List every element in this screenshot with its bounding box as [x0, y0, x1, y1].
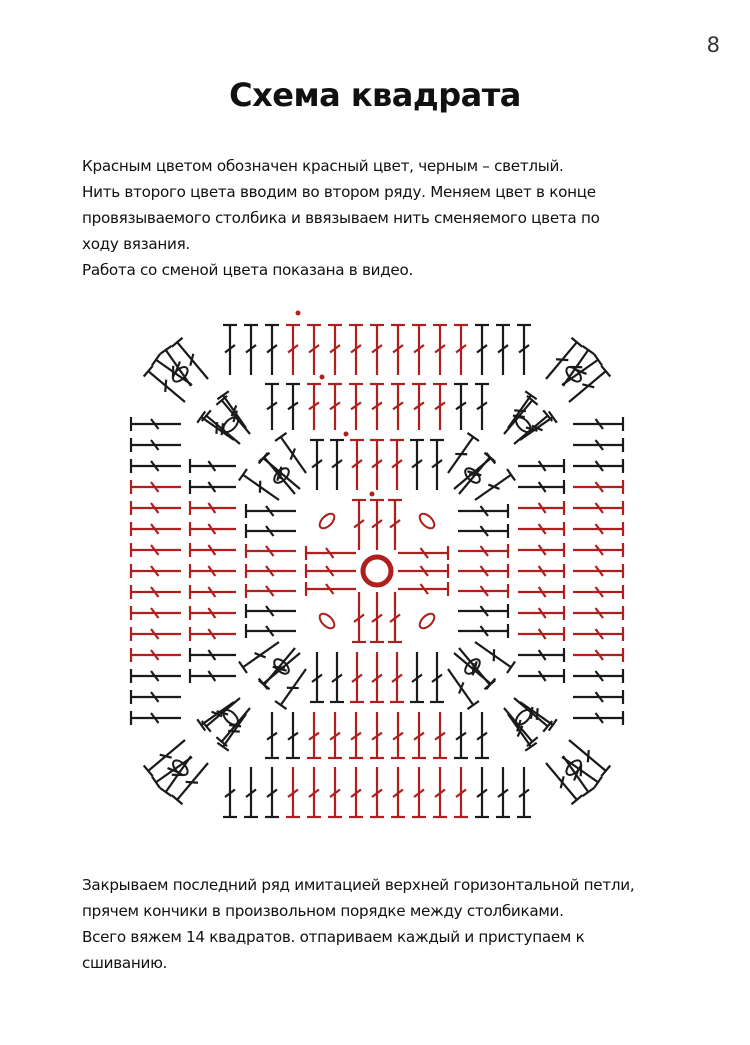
stitch-symbol [518, 648, 564, 662]
stitch-symbol [573, 543, 623, 557]
stitch-symbol [131, 480, 181, 494]
stitch-symbol [573, 669, 623, 683]
stitch-symbol [350, 440, 364, 490]
stitch-symbol [454, 325, 468, 375]
stitch-symbol [131, 522, 181, 536]
stitch-symbol [259, 648, 305, 690]
outro-line: сшиванию. [82, 954, 168, 972]
stitch-symbol [246, 504, 296, 518]
stitch-symbol [246, 604, 296, 618]
chain-stitch [417, 511, 437, 531]
stitch-symbol [391, 712, 405, 758]
stitch-symbol [131, 669, 181, 683]
stitch-symbol [286, 712, 300, 758]
stitch-symbol [518, 543, 564, 557]
stitch-symbol [259, 453, 305, 495]
stitch-symbol [518, 459, 564, 473]
stitch-symbol [131, 501, 181, 515]
stitch-symbol [458, 604, 508, 618]
stitch-symbol [330, 440, 344, 490]
stitch-symbol [190, 501, 236, 515]
stitch-symbol [370, 440, 384, 490]
stitch-symbol [518, 522, 564, 536]
chain-stitch [221, 415, 241, 435]
stitch-symbol [573, 564, 623, 578]
outro-text [82, 872, 634, 976]
stitch-symbol [412, 712, 426, 758]
stitch-symbol [458, 624, 508, 638]
stitch-symbol [370, 652, 384, 702]
stitch-symbol [246, 564, 296, 578]
stitch-symbol [475, 767, 489, 817]
stitch-symbol [518, 627, 564, 641]
stitch-symbol [286, 384, 300, 430]
stitch-symbol [244, 325, 258, 375]
stitch-symbol [349, 712, 363, 758]
outro-line: Всего вяжем 14 квадратов. отпариваем каждый и приступаем к [82, 928, 585, 946]
stitch-symbol [307, 712, 321, 758]
stitch-symbol [349, 767, 363, 817]
stitch-symbol [246, 544, 296, 558]
stitch-symbol [172, 759, 214, 805]
stitch-symbol [458, 504, 508, 518]
stitch-symbol [244, 767, 258, 817]
stitch-symbol [131, 417, 181, 431]
stitch-symbol [306, 564, 356, 578]
chain-stitch [513, 415, 533, 435]
stitch-symbol [458, 564, 508, 578]
stitch-symbol [131, 585, 181, 599]
stitch-symbol [190, 564, 236, 578]
stitch-symbol [516, 696, 557, 730]
stitch-symbol [131, 690, 181, 704]
stitch-symbol [565, 366, 611, 408]
intro-line: Красным цветом обозначен красный цвет, черным – светлый. [82, 157, 564, 175]
stitch-symbol [475, 384, 489, 430]
stitch-symbol [458, 584, 508, 598]
stitch-symbol [475, 325, 489, 375]
stitch-symbol [388, 592, 402, 642]
stitch-symbol [390, 440, 404, 490]
stitch-symbol [286, 325, 300, 375]
stitch-symbol [246, 584, 296, 598]
stitch-symbol [518, 564, 564, 578]
stitch-symbol [475, 712, 489, 758]
stitch-symbol [412, 767, 426, 817]
stitch-symbol [190, 522, 236, 536]
start-dot [344, 432, 349, 437]
stitch-symbol [352, 592, 366, 642]
stitch-symbol [328, 767, 342, 817]
stitch-symbol [517, 767, 531, 817]
stitch-symbol [433, 712, 447, 758]
stitch-symbol [144, 366, 190, 408]
stitch-symbol [306, 582, 356, 596]
stitch-symbol [131, 438, 181, 452]
stitch-symbol [573, 627, 623, 641]
stitch-symbol [410, 652, 424, 702]
stitch-symbol [265, 712, 279, 758]
stitch-symbol [454, 712, 468, 758]
stitch-symbol [307, 325, 321, 375]
stitch-symbol [398, 582, 448, 596]
stitch-symbol [131, 627, 181, 641]
stitch-symbol [190, 480, 236, 494]
start-dot [370, 492, 375, 497]
stitch-symbol [131, 606, 181, 620]
stitch-symbol [390, 652, 404, 702]
stitch-symbol [217, 710, 251, 751]
intro-line: ходу вязания. [82, 235, 190, 253]
stitch-symbol [190, 627, 236, 641]
stitch-symbol [496, 767, 510, 817]
page-number: 8 [706, 33, 720, 57]
stitch-symbol [265, 325, 279, 375]
stitch-symbol [433, 767, 447, 817]
chain-stitch [317, 511, 337, 531]
stitch-symbol [410, 440, 424, 490]
stitch-symbol [454, 767, 468, 817]
stitch-symbol [573, 585, 623, 599]
stitch-symbol [573, 501, 623, 515]
stitch-symbol [352, 500, 366, 550]
stitch-symbol [541, 759, 583, 805]
stitch-symbol [307, 384, 321, 430]
stitch-symbol [197, 411, 238, 445]
stitch-symbol [370, 767, 384, 817]
stitch-symbol [223, 325, 237, 375]
stitch-symbol [496, 325, 510, 375]
stitch-symbol [398, 564, 448, 578]
stitch-symbol [573, 606, 623, 620]
stitch-symbol [518, 606, 564, 620]
stitch-symbol [458, 544, 508, 558]
stitch-symbol [131, 459, 181, 473]
stitch-symbol [430, 652, 444, 702]
stitch-symbol [573, 417, 623, 431]
stitch-symbol [388, 500, 402, 550]
stitch-symbol [573, 480, 623, 494]
stitch-symbol [458, 524, 508, 538]
stitch-symbol [223, 767, 237, 817]
stitch-symbol [306, 546, 356, 560]
stitch-symbol [573, 711, 623, 725]
stitch-symbol [454, 644, 496, 690]
stitch-symbol [190, 459, 236, 473]
stitch-symbol [518, 585, 564, 599]
stitch-symbol [370, 325, 384, 375]
stitch-symbol [391, 325, 405, 375]
stitch-symbol [370, 592, 384, 642]
stitch-symbol [433, 384, 447, 430]
stitch-symbol [412, 384, 426, 430]
stitch-symbol [265, 384, 279, 430]
stitch-symbol [265, 767, 279, 817]
stitch-symbol [398, 546, 448, 560]
stitch-symbol [573, 522, 623, 536]
stitch-symbol [565, 735, 611, 777]
stitch-symbol [131, 543, 181, 557]
stitch-symbol [454, 384, 468, 430]
stitch-symbol [433, 325, 447, 375]
outro-line: Закрываем последний ряд имитацией верхней горизонтальной петли, [82, 876, 635, 894]
stitch-symbol [328, 325, 342, 375]
stitch-symbol [190, 585, 236, 599]
stitch-symbol [310, 652, 324, 702]
start-dot [320, 375, 325, 380]
stitch-symbol [541, 338, 583, 384]
stitch-symbol [430, 440, 444, 490]
stitch-symbol [573, 648, 623, 662]
stitch-symbol [190, 606, 236, 620]
start-dot [296, 311, 301, 316]
stitch-symbol [573, 690, 623, 704]
stitch-symbol [349, 384, 363, 430]
stitch-symbol [131, 711, 181, 725]
stitch-symbol [349, 325, 363, 375]
stitch-symbol [518, 669, 564, 683]
stitch-symbol [573, 459, 623, 473]
stitch-symbol [131, 648, 181, 662]
stitch-symbol [391, 767, 405, 817]
stitch-symbol [246, 624, 296, 638]
page-title: Схема квадрата [229, 76, 521, 114]
outro-line: прячем кончики в произвольном порядке между столбиками. [82, 902, 564, 920]
stitch-symbol [573, 438, 623, 452]
stitch-symbol [307, 767, 321, 817]
intro-line: Нить второго цвета вводим во втором ряду. Меняем цвет в конце [82, 183, 596, 201]
chain-stitch [513, 707, 533, 727]
chain-stitch [417, 611, 437, 631]
stitch-symbol [502, 391, 536, 432]
stitch-symbol [518, 480, 564, 494]
stitch-symbol [412, 325, 426, 375]
intro-line: Работа со сменой цвета показана в видео. [82, 261, 413, 279]
stitch-symbol [144, 735, 190, 777]
intro-line: провязываемого столбика и ввязываем нить сменяемого цвета по [82, 209, 600, 227]
stitch-symbol [370, 712, 384, 758]
stitch-symbol [330, 652, 344, 702]
stitch-symbol [131, 564, 181, 578]
stitch-symbol [370, 384, 384, 430]
stitch-symbol [518, 501, 564, 515]
chain-stitch [317, 611, 337, 631]
stitch-symbol [370, 500, 384, 550]
chain-stitch [221, 707, 241, 727]
stitch-symbol [190, 648, 236, 662]
stitch-symbol [172, 338, 214, 384]
stitch-symbol [190, 669, 236, 683]
stitch-symbol [517, 325, 531, 375]
stitch-symbol [190, 543, 236, 557]
stitch-symbol [450, 453, 496, 495]
magic-ring [363, 557, 391, 585]
stitch-symbol [350, 652, 364, 702]
stitch-symbol [286, 767, 300, 817]
stitch-symbol [246, 524, 296, 538]
stitch-symbol [310, 440, 324, 490]
stitch-symbol [328, 712, 342, 758]
stitch-symbol [328, 384, 342, 430]
stitch-symbol [391, 384, 405, 430]
